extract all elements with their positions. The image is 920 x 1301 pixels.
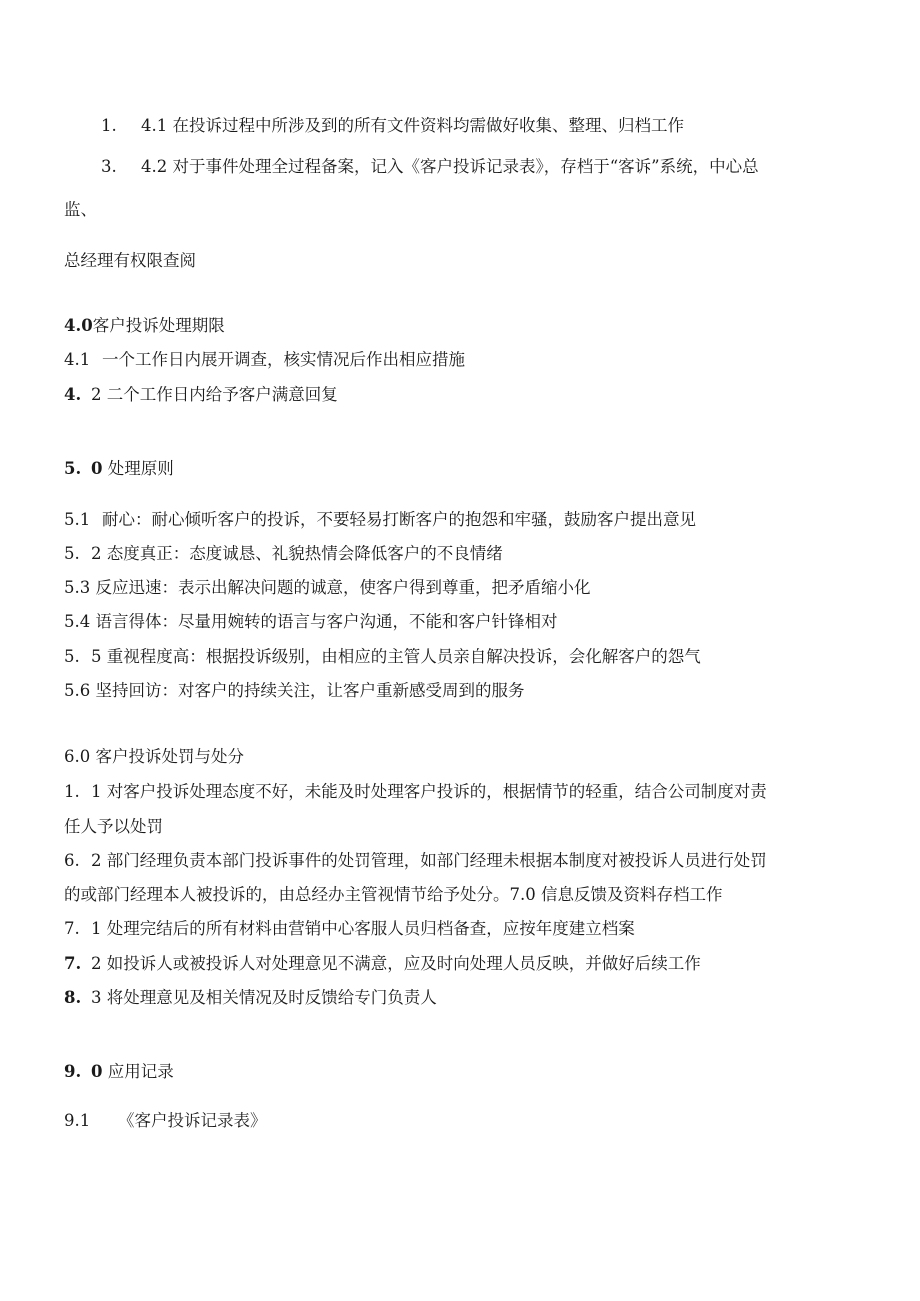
list-item bbox=[64, 543, 503, 565]
section-title: 客户投诉处理期限 bbox=[92, 316, 225, 335]
list-item bbox=[64, 781, 767, 803]
list-item bbox=[64, 509, 696, 531]
list-item bbox=[64, 349, 465, 371]
section-number: 5. bbox=[64, 459, 82, 478]
list-item bbox=[101, 115, 684, 137]
list-item bbox=[64, 953, 701, 975]
section-heading: 6.0 客户投诉处罚与处分 bbox=[64, 747, 244, 766]
paragraph-text: 2 态度真正：态度诚恳、礼貌热情会降低客户的不良情绪 bbox=[91, 544, 503, 563]
list-number: 5.1 bbox=[64, 510, 91, 529]
list-number: 7. bbox=[64, 919, 80, 938]
paragraph-text: 《客户投诉记录表》 bbox=[118, 1111, 267, 1130]
list-item bbox=[64, 987, 437, 1009]
paragraph-text: 4.2 对于事件处理全过程备案，记入《客户投诉记录表》，存档于“客诉”系统，中心总 bbox=[141, 157, 759, 176]
list-item bbox=[64, 918, 635, 940]
paragraph-continuation: 任人予以处罚 bbox=[64, 817, 163, 836]
list-number: 5. bbox=[64, 544, 80, 563]
section-heading bbox=[64, 1061, 174, 1083]
list-item: 5.4 语言得体：尽量用婉转的语言与客户沟通，不能和客户针锋相对 bbox=[64, 612, 558, 631]
paragraph-text: 总经理有权限查阅 bbox=[64, 251, 196, 270]
list-number: 4.1 bbox=[64, 350, 91, 369]
paragraph-text: 1 对客户投诉处理态度不好，未能及时处理客户投诉的，根据情节的轻重，结合公司制度对责 bbox=[91, 782, 767, 801]
paragraph-text: 耐心：耐心倾听客户的投诉，不要轻易打断客户的抱怨和牢骚，鼓励客户提出意见 bbox=[102, 510, 696, 529]
section-number: 4.0 bbox=[64, 316, 93, 335]
list-item bbox=[64, 646, 701, 668]
paragraph-continuation: 的或部门经理本人被投诉的，由总经办主管视情节给予处分。7.0 信息反馈及资料存档工作 bbox=[64, 885, 723, 904]
list-number: 5. bbox=[64, 647, 80, 666]
list-number: 4. bbox=[64, 385, 82, 404]
section-title: 处理原则 bbox=[102, 459, 174, 478]
list-number: 3. bbox=[101, 157, 117, 176]
list-item bbox=[64, 384, 338, 406]
list-number: 8. bbox=[64, 988, 82, 1007]
paragraph-text: 1 处理完结后的所有材料由营销中心客服人员归档备查，应按年度建立档案 bbox=[91, 919, 635, 938]
list-item: 5.6 坚持回访：对客户的持续关注，让客户重新感受周到的服务 bbox=[64, 681, 525, 700]
paragraph-text: 3 将处理意见及相关情况及时反馈给专门负责人 bbox=[91, 988, 437, 1007]
paragraph-text: 4.1 在投诉过程中所涉及到的所有文件资料均需做好收集、整理、归档工作 bbox=[141, 116, 684, 135]
section-number: 9. bbox=[64, 1062, 82, 1081]
section-number-minor: 0 bbox=[91, 459, 103, 478]
paragraph-text: 5 重视程度高：根据投诉级别，由相应的主管人员亲自解决投诉，会化解客户的怨气 bbox=[91, 647, 701, 666]
list-item bbox=[64, 1110, 267, 1132]
paragraph-text: 2 如投诉人或被投诉人对处理意见不满意，应及时向处理人员反映，并做好后续工作 bbox=[91, 954, 701, 973]
paragraph-continuation: 监、 bbox=[64, 200, 97, 219]
section-title: 应用记录 bbox=[102, 1062, 174, 1081]
list-number: 1. bbox=[101, 116, 117, 135]
list-item bbox=[64, 850, 767, 872]
list-item bbox=[101, 156, 759, 178]
list-number: 1. bbox=[64, 782, 80, 801]
section-number-minor: 0 bbox=[91, 1062, 103, 1081]
list-number: 7. bbox=[64, 954, 82, 973]
list-number: 9.1 bbox=[64, 1111, 91, 1130]
paragraph-text: 2 部门经理负责本部门投诉事件的处罚管理，如部门经理未根据本制度对被投诉人员进行处罚 bbox=[91, 851, 767, 870]
section-heading bbox=[64, 458, 174, 480]
paragraph-text: 2 二个工作日内给予客户满意回复 bbox=[91, 385, 338, 404]
list-number: 6. bbox=[64, 851, 80, 870]
section-heading bbox=[64, 315, 225, 337]
list-item: 5.3 反应迅速：表示出解决问题的诚意，使客户得到尊重，把矛盾缩小化 bbox=[64, 578, 591, 597]
paragraph-text: 一个工作日内展开调查，核实情况后作出相应措施 bbox=[102, 350, 465, 369]
